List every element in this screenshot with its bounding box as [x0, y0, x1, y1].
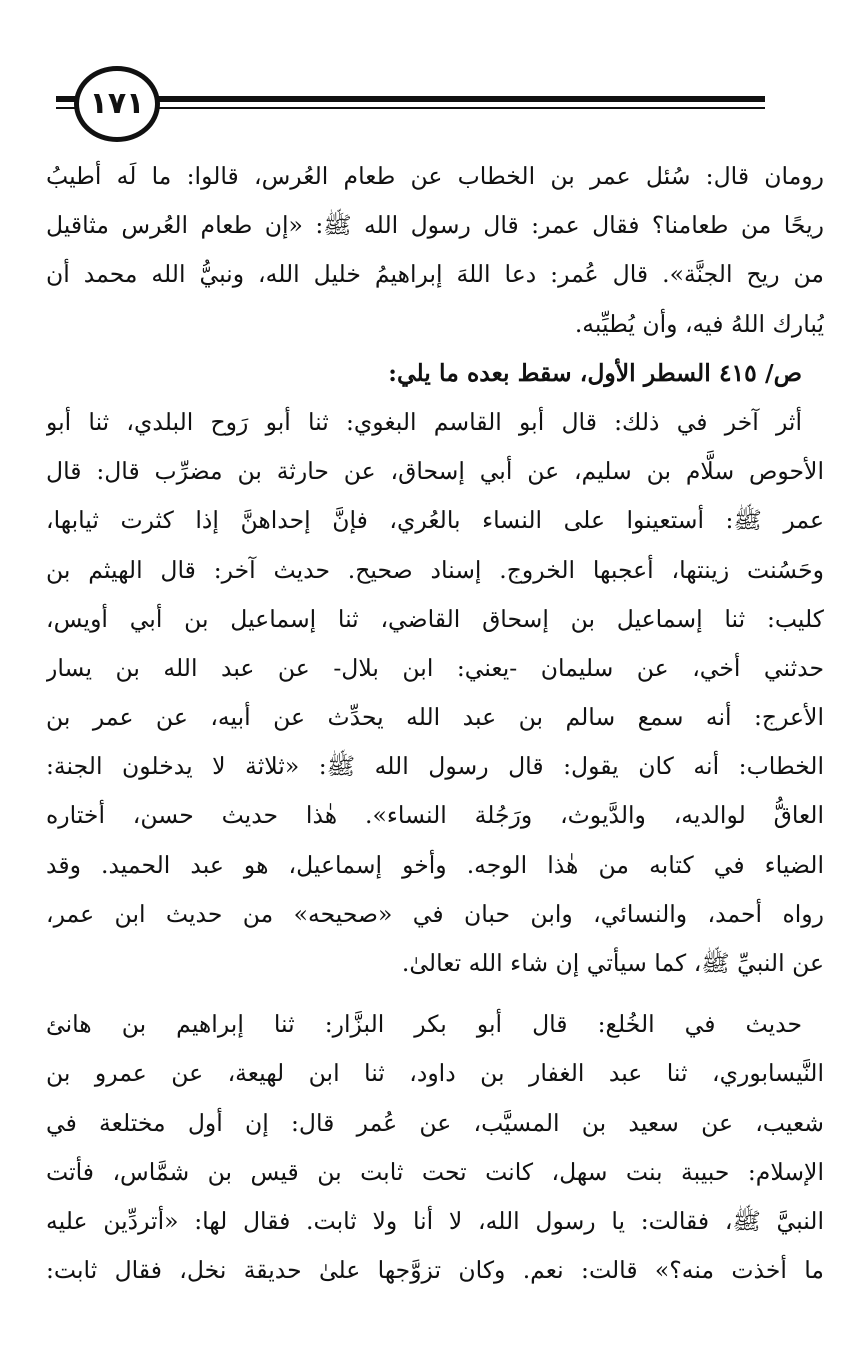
text-line: يُبارك اللهُ فيه، وأن يُطيِّبه.: [574, 309, 824, 338]
paragraph-gap: [46, 988, 824, 1000]
header-rule-thin: [56, 107, 765, 109]
text-line: من ريح الجنَّة». قال عُمر: دعا اللهَ إبراهيمُ خليل الله، ونبيُّ الله محمد أن: [46, 260, 824, 289]
text-line: رومان قال: سُئل عمر بن الخطاب عن طعام العُرس، قالوا: ما لَه أطيبُ: [46, 162, 824, 190]
text-line: الإسلام: حبيبة بنت سهل، كانت تحت ثابت بن قيس بن شمَّاس، فأتت: [46, 1157, 824, 1186]
header-rule-thick: [56, 96, 765, 102]
text-line: الأعرج: أنه سمع سالم بن عبد الله يحدِّث عن أبيه، عن عمر بن: [46, 703, 824, 732]
text-line: الضياء في كتابه من هٰذا الوجه. وأخو إسماعيل، هو عبد الحميد. وقد: [46, 850, 824, 879]
paragraph: [46, 152, 824, 349]
text-line: عن النبيِّ ﷺ، كما سيأتي إن شاء الله تعالىٰ.: [401, 949, 824, 977]
heading-line: ص/ ٤١٥ السطر الأول، سقط بعده ما يلي:: [388, 358, 802, 387]
text-line: كليب: ثنا إسماعيل بن إسحاق القاضي، ثنا إسماعيل بن أبي أويس،: [46, 604, 824, 633]
page-header: [0, 60, 867, 150]
paragraph: [46, 398, 824, 988]
text-line: الأحوص سلَّام بن سليم، عن أبي إسحاق، عن حارثة بن مضرِّب قال: قال: [46, 457, 824, 486]
text-line: أثر آخر في ذلك: قال أبو القاسم البغوي: ثنا أبو رَوح البلدي، ثنا أبو: [46, 407, 802, 436]
page-body: [46, 152, 824, 1295]
text-line: وحَسُنت زينتها، أعجبها الخروج. إسناد صحيح. حديث آخر: قال الهيثم بن: [46, 555, 824, 584]
text-line: النَّيسابوري، ثنا عبد الغفار بن داود، ثنا ابن لهيعة، عن عمرو بن: [46, 1059, 824, 1088]
text-line: عمر ﷺ: أستعينوا على النساء بالعُري، فإنَّ إحداهنَّ إذا كثرت ثيابها،: [46, 506, 824, 535]
text-line: العاقُّ لوالديه، والدَّيوث، ورَجُلة النساء». هٰذا حديث حسن، أختاره: [46, 801, 824, 830]
text-line: النبيَّ ﷺ، فقالت: يا رسول الله، لا أنا ولا ثابت. فقال لها: «أتردِّين عليه: [46, 1206, 824, 1235]
text-line: حدثني أخي، عن سليمان -يعني: ابن بلال- عن عبد الله بن يسار: [46, 653, 824, 682]
text-line: الخطاب: أنه كان يقول: قال رسول الله ﷺ: «ثلاثة لا يدخلون الجنة:: [46, 752, 824, 781]
page-number: ١٧١: [89, 86, 145, 121]
text-line: حديث في الخُلع: قال أبو بكر البزَّار: ثنا إبراهيم بن هانئ: [46, 1010, 802, 1039]
text-line: ما أخذت منه؟» قالت: نعم. وكان تزوَّجها علىٰ حديقة نخل، فقال ثابت:: [46, 1256, 824, 1285]
paragraph: [46, 1000, 824, 1295]
text-line: ريحًا من طعامنا؟ فقال عمر: قال رسول الله ﷺ: «إن طعام العُرس مثاقيل: [46, 211, 824, 240]
text-line: رواه أحمد، والنسائي، وابن حبان في «صحيحه» من حديث ابن عمر،: [46, 899, 824, 928]
section-heading: [46, 349, 824, 398]
page-number-badge: [74, 66, 160, 142]
text-line: شعيب، عن سعيد بن المسيَّب، عن عُمر قال: إن أول مختلعة في: [46, 1108, 824, 1137]
